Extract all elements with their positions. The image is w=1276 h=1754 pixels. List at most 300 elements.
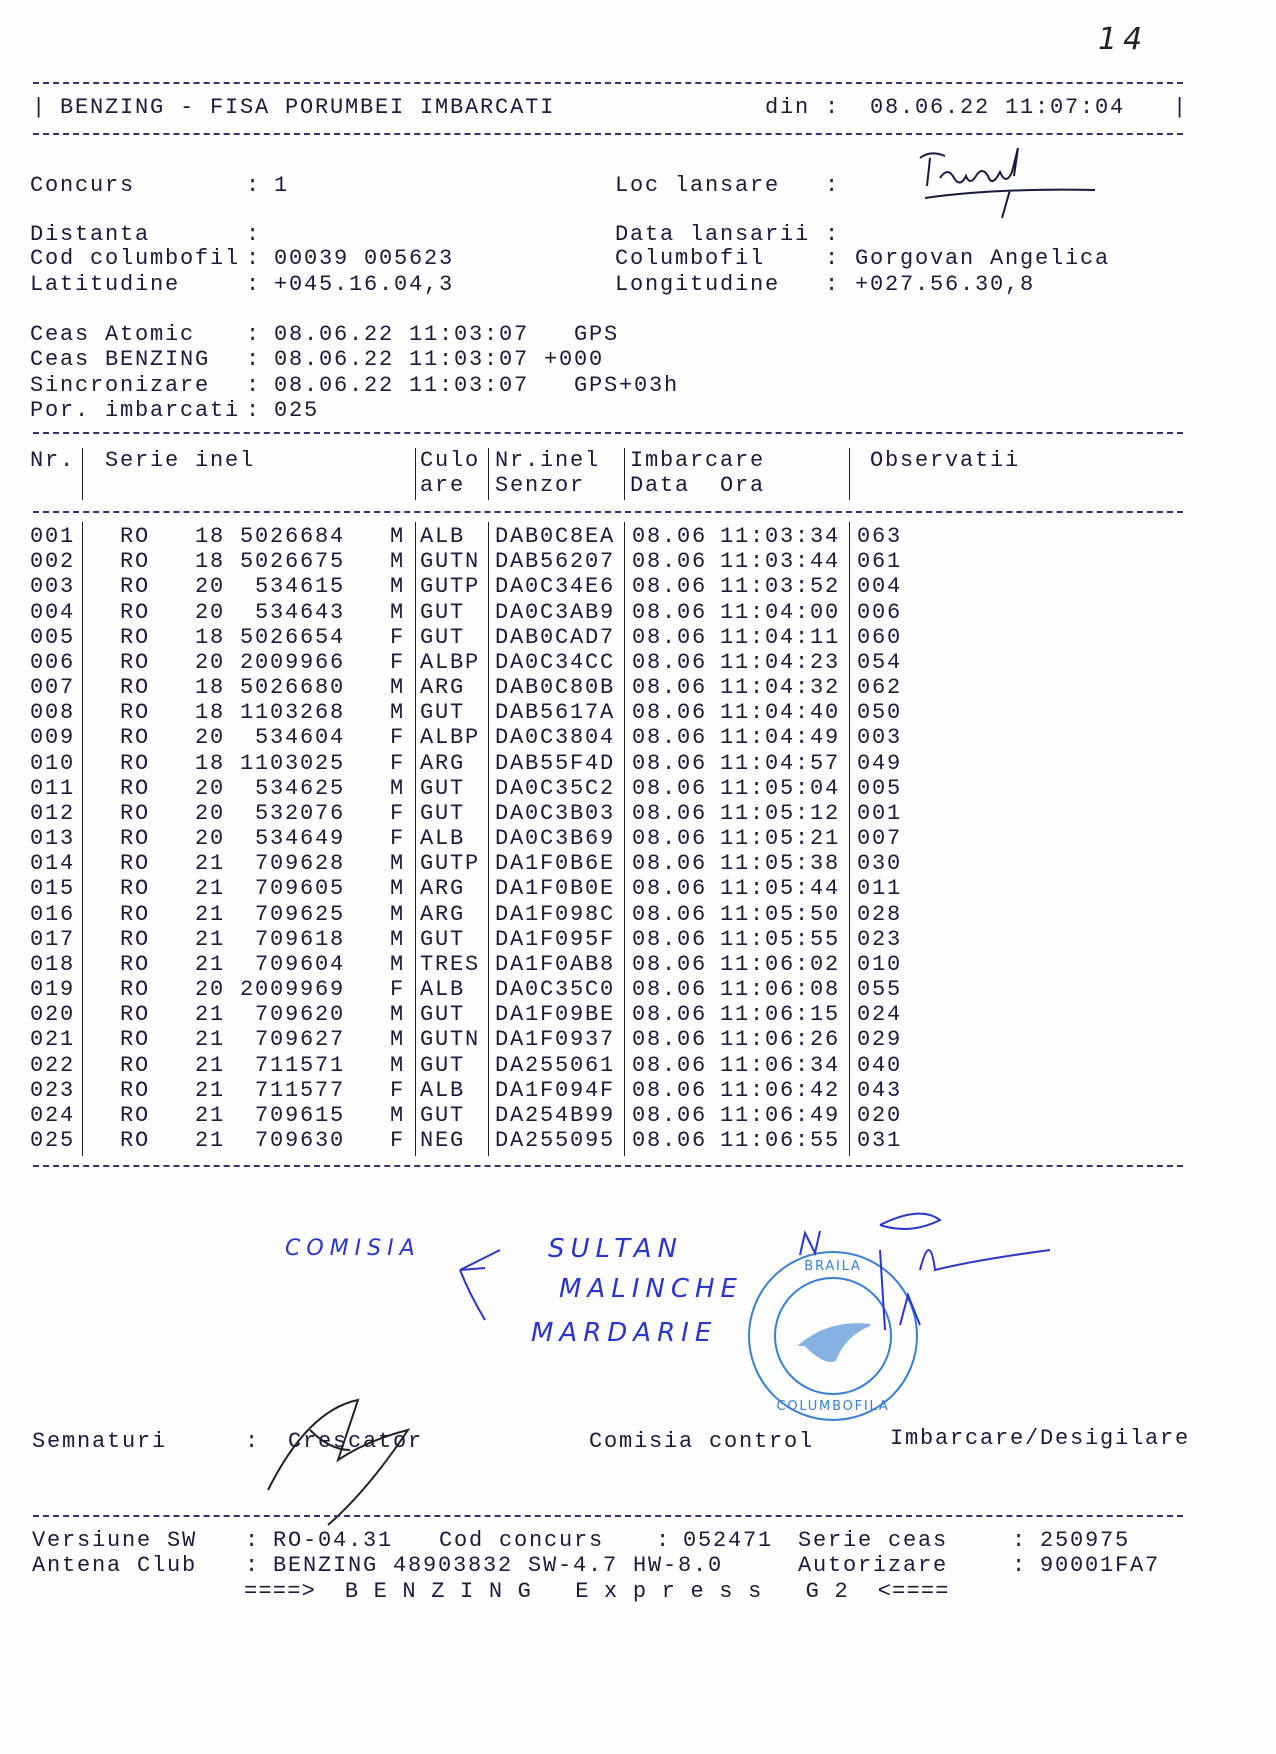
cell-country: RO	[120, 1128, 151, 1154]
cell-country: RO	[120, 599, 151, 625]
cell-ring: 534649	[254, 826, 345, 852]
cell-nr: 006	[30, 649, 76, 675]
cell-nr: 003	[30, 574, 76, 600]
cell-year: 21	[195, 1052, 226, 1078]
colon: :	[656, 1528, 672, 1553]
cell-time: 11:05:38	[720, 851, 841, 877]
cell-color: ALB	[420, 1077, 466, 1103]
cell-sex: F	[390, 1077, 406, 1103]
cell-color: GUT	[420, 1002, 466, 1028]
cell-time: 11:05:44	[720, 876, 841, 902]
crescator-label: Crescator	[288, 1429, 424, 1454]
handwritten-name-2: MALINCHE	[559, 1274, 743, 1304]
cell-ring: 709620	[254, 1002, 345, 1028]
cell-observatii: 031	[857, 1128, 903, 1154]
cell-date: 08.06	[632, 750, 708, 776]
colon: :	[1012, 1528, 1028, 1553]
cell-country: RO	[120, 750, 151, 776]
cell-observatii: 061	[857, 549, 903, 575]
cell-color: GUT	[420, 800, 466, 826]
document-title: BENZING - FISA PORUMBEI IMBARCATI	[60, 95, 556, 120]
por-imbarcati-label: Por. imbarcati	[30, 398, 241, 423]
serie-ceas-value: 250975	[1040, 1528, 1131, 1553]
col-senzor: Senzor	[495, 473, 586, 498]
cell-country: RO	[120, 524, 151, 549]
cell-sensor: DA1F0937	[495, 1027, 616, 1053]
cell-sex: M	[390, 549, 406, 575]
cell-country: RO	[120, 901, 151, 927]
cell-color: GUTN	[420, 549, 481, 575]
cell-observatii: 030	[857, 851, 903, 877]
columbofil-value: Gorgovan Angelica	[855, 246, 1111, 271]
concurs-value: 1	[274, 173, 290, 198]
cell-date: 08.06	[632, 1027, 708, 1053]
cell-date: 08.06	[632, 700, 708, 726]
cell-observatii: 023	[857, 926, 903, 952]
cell-date: 08.06	[632, 826, 708, 852]
colon: :	[825, 246, 841, 271]
cell-ring: 2009966	[240, 649, 346, 675]
cell-nr: 016	[30, 901, 76, 927]
cell-nr: 007	[30, 675, 76, 701]
cell-country: RO	[120, 1002, 151, 1028]
header-bar-right: |	[1173, 95, 1189, 120]
cell-year: 18	[195, 750, 226, 776]
cell-date: 08.06	[632, 649, 708, 675]
cell-time: 11:06:02	[720, 951, 841, 977]
cell-nr: 024	[30, 1102, 76, 1128]
cell-observatii: 055	[857, 977, 903, 1003]
loc-lansare-label: Loc lansare	[615, 173, 781, 198]
cell-ring: 709625	[254, 901, 345, 927]
cell-time: 11:04:11	[720, 624, 841, 650]
stamp	[749, 1252, 917, 1420]
cell-date: 08.06	[632, 524, 708, 549]
colon: :	[246, 347, 262, 372]
cell-time: 11:03:34	[720, 524, 841, 549]
cell-country: RO	[120, 624, 151, 650]
cell-date: 08.06	[632, 1102, 708, 1128]
cell-time: 11:06:34	[720, 1052, 841, 1078]
antena-label: Antena Club	[32, 1553, 198, 1578]
latitudine-value: +045.16.04,3	[274, 272, 455, 297]
concurs-label: Concurs	[30, 173, 136, 198]
cell-country: RO	[120, 826, 151, 852]
cell-sex: M	[390, 851, 406, 877]
cell-nr: 008	[30, 700, 76, 726]
cell-date: 08.06	[632, 1077, 708, 1103]
cell-color: ALBP	[420, 725, 481, 751]
cell-color: GUT	[420, 1102, 466, 1128]
cell-date: 08.06	[632, 926, 708, 952]
cell-sensor: DA0C34CC	[495, 649, 616, 675]
ceas-benzing-label: Ceas BENZING	[30, 347, 211, 372]
colon: :	[246, 222, 262, 247]
col-imbarcare: Imbarcare	[630, 448, 766, 473]
cell-year: 21	[195, 951, 226, 977]
cell-time: 11:04:23	[720, 649, 841, 675]
cell-observatii: 028	[857, 901, 903, 927]
cell-sensor: DAB0CAD7	[495, 624, 616, 650]
cell-country: RO	[120, 1102, 151, 1128]
distanta-label: Distanta	[30, 222, 151, 247]
cell-time: 11:05:55	[720, 926, 841, 952]
col-nr: Nr.	[30, 448, 76, 473]
col-nr-inel: Nr.inel	[495, 448, 601, 473]
cell-date: 08.06	[632, 1128, 708, 1154]
cell-color: GUT	[420, 775, 466, 801]
cell-date: 08.06	[632, 851, 708, 877]
columbofil-label: Columbofil	[615, 246, 766, 271]
cell-observatii: 007	[857, 826, 903, 852]
cell-observatii: 024	[857, 1002, 903, 1028]
cell-sensor: DA0C35C2	[495, 775, 616, 801]
cell-sensor: DAB0C8EA	[495, 524, 616, 549]
cell-time: 11:06:08	[720, 977, 841, 1003]
cell-sensor: DA0C3804	[495, 725, 616, 751]
versiune-label: Versiune SW	[32, 1528, 198, 1553]
cell-ring: 709627	[254, 1027, 345, 1053]
col-data-ora: Data Ora	[630, 473, 766, 498]
cell-observatii: 020	[857, 1102, 903, 1128]
cell-country: RO	[120, 574, 151, 600]
divider	[33, 1515, 1183, 1517]
cell-nr: 025	[30, 1128, 76, 1154]
cell-nr: 010	[30, 750, 76, 776]
cell-time: 11:06:55	[720, 1128, 841, 1154]
cell-ring: 709605	[254, 876, 345, 902]
cell-nr: 013	[30, 826, 76, 852]
cell-year: 21	[195, 1002, 226, 1028]
cell-country: RO	[120, 926, 151, 952]
cell-time: 11:04:00	[720, 599, 841, 625]
cell-sex: M	[390, 675, 406, 701]
cell-sex: M	[390, 1027, 406, 1053]
cell-nr: 001	[30, 524, 76, 549]
cell-observatii: 004	[857, 574, 903, 600]
cell-nr: 017	[30, 926, 76, 952]
cell-sex: F	[390, 725, 406, 751]
cell-time: 11:03:52	[720, 574, 841, 600]
data-lansarii-label: Data lansarii	[615, 222, 811, 247]
cell-observatii: 003	[857, 725, 903, 751]
cell-color: ALB	[420, 826, 466, 852]
cell-year: 18	[195, 549, 226, 575]
cell-year: 18	[195, 675, 226, 701]
longitudine-value: +027.56.30,8	[855, 272, 1036, 297]
colon: :	[245, 1528, 261, 1553]
cell-country: RO	[120, 549, 151, 575]
cell-color: ARG	[420, 750, 466, 776]
svg-text:BRAILA: BRAILA	[804, 1259, 862, 1274]
cell-ring: 1103268	[240, 700, 346, 726]
benzing-banner: ====> B E N Z I N G E x p r e s s G 2 <====	[244, 1579, 950, 1604]
cell-observatii: 062	[857, 675, 903, 701]
cell-time: 11:05:21	[720, 826, 841, 852]
cell-sensor: DAB56207	[495, 549, 616, 575]
cell-date: 08.06	[632, 977, 708, 1003]
cell-year: 20	[195, 977, 226, 1003]
cell-sex: M	[390, 951, 406, 977]
cell-nr: 014	[30, 851, 76, 877]
cell-country: RO	[120, 977, 151, 1003]
cell-ring: 709628	[254, 851, 345, 877]
cell-date: 08.06	[632, 599, 708, 625]
cell-time: 11:06:42	[720, 1077, 841, 1103]
cell-sex: M	[390, 1002, 406, 1028]
cell-date: 08.06	[632, 624, 708, 650]
cell-sensor: DAB0C80B	[495, 675, 616, 701]
cell-ring: 5026675	[240, 549, 346, 575]
cell-country: RO	[120, 775, 151, 801]
cell-color: NEG	[420, 1128, 466, 1154]
serie-ceas-label: Serie ceas	[798, 1528, 949, 1553]
latitudine-label: Latitudine	[30, 272, 181, 297]
cod-columbofil-value: 00039 005623	[274, 246, 455, 271]
cell-sensor: DA0C3B03	[495, 800, 616, 826]
cell-nr: 009	[30, 725, 76, 751]
cell-country: RO	[120, 876, 151, 902]
cell-nr: 020	[30, 1002, 76, 1028]
cell-time: 11:03:44	[720, 549, 841, 575]
cell-sex: F	[390, 649, 406, 675]
cell-year: 20	[195, 649, 226, 675]
cell-color: GUT	[420, 700, 466, 726]
cell-year: 21	[195, 901, 226, 927]
ceas-atomic-label: Ceas Atomic	[30, 322, 196, 347]
cell-country: RO	[120, 1077, 151, 1103]
cell-country: RO	[120, 1052, 151, 1078]
cell-ring: 709615	[254, 1102, 345, 1128]
cell-sex: F	[390, 826, 406, 852]
cell-sex: M	[390, 926, 406, 952]
cell-country: RO	[120, 649, 151, 675]
cell-color: GUT	[420, 926, 466, 952]
cell-observatii: 050	[857, 700, 903, 726]
cell-sensor: DA1F095F	[495, 926, 616, 952]
colon: :	[246, 173, 262, 198]
cell-sensor: DA255061	[495, 1052, 616, 1078]
cell-time: 11:06:15	[720, 1002, 841, 1028]
handwritten-comisia: COMISIA	[285, 1236, 421, 1261]
cell-year: 20	[195, 826, 226, 852]
cell-year: 20	[195, 574, 226, 600]
cell-observatii: 063	[857, 524, 903, 549]
header-bar-left: |	[32, 95, 48, 120]
ceas-atomic-value: 08.06.22 11:03:07 GPS	[274, 322, 620, 347]
cell-year: 20	[195, 725, 226, 751]
cell-color: GUT	[420, 1052, 466, 1078]
cell-date: 08.06	[632, 901, 708, 927]
cell-time: 11:06:26	[720, 1027, 841, 1053]
cell-sensor: DAB55F4D	[495, 750, 616, 776]
cell-country: RO	[120, 851, 151, 877]
antena-value: BENZING 48903832 SW-4.7 HW-8.0	[273, 1553, 724, 1578]
din-label: din :	[765, 95, 841, 120]
cell-year: 21	[195, 1128, 226, 1154]
cell-sensor: DA0C35C0	[495, 977, 616, 1003]
cell-year: 21	[195, 1027, 226, 1053]
cell-date: 08.06	[632, 800, 708, 826]
cell-ring: 1103025	[240, 750, 346, 776]
cell-time: 11:04:49	[720, 725, 841, 751]
cell-year: 18	[195, 700, 226, 726]
cell-ring: 534643	[254, 599, 345, 625]
cell-ring: 711577	[254, 1077, 345, 1103]
col-serie-inel: Serie inel	[105, 448, 256, 473]
cell-observatii: 040	[857, 1052, 903, 1078]
cell-observatii: 006	[857, 599, 903, 625]
cell-ring: 711571	[254, 1052, 345, 1078]
cell-ring: 709630	[254, 1128, 345, 1154]
cell-nr: 019	[30, 977, 76, 1003]
comisia-control-label: Comisia control	[589, 1429, 815, 1454]
autorizare-value: 90001FA7	[1040, 1553, 1161, 1578]
cell-year: 18	[195, 624, 226, 650]
cell-observatii: 005	[857, 775, 903, 801]
cell-sensor: DAB5617A	[495, 700, 616, 726]
cell-nr: 011	[30, 775, 76, 801]
cell-nr: 015	[30, 876, 76, 902]
cell-sex: M	[390, 524, 406, 549]
cell-sex: M	[390, 1052, 406, 1078]
cell-nr: 012	[30, 800, 76, 826]
cell-ring: 532076	[254, 800, 345, 826]
cell-time: 11:05:04	[720, 775, 841, 801]
versiune-value: RO-04.31	[273, 1528, 394, 1553]
cell-sex: F	[390, 1128, 406, 1154]
cell-time: 11:05:12	[720, 800, 841, 826]
handwritten-name-1: SULTAN	[548, 1234, 683, 1264]
colon: :	[1012, 1553, 1028, 1578]
cell-year: 21	[195, 1077, 226, 1103]
colon: :	[246, 398, 262, 423]
svg-text:COLUMBOFILA: COLUMBOFILA	[776, 1399, 890, 1414]
cell-color: TRES	[420, 951, 481, 977]
cell-observatii: 010	[857, 951, 903, 977]
cell-country: RO	[120, 725, 151, 751]
cell-sex: M	[390, 901, 406, 927]
cell-sensor: DA0C3AB9	[495, 599, 616, 625]
cell-color: ALB	[420, 524, 466, 549]
cell-observatii: 043	[857, 1077, 903, 1103]
cell-ring: 2009969	[240, 977, 346, 1003]
cell-nr: 023	[30, 1077, 76, 1103]
cod-concurs-value: 052471	[683, 1528, 774, 1553]
cell-date: 08.06	[632, 574, 708, 600]
por-imbarcati-value: 025	[274, 398, 320, 423]
cell-sensor: DA1F0AB8	[495, 951, 616, 977]
ceas-benzing-value: 08.06.22 11:03:07 +000	[274, 347, 605, 372]
cell-time: 11:05:50	[720, 901, 841, 927]
cell-color: ALBP	[420, 649, 481, 675]
col-culoare: Culo	[420, 448, 481, 473]
colon: :	[246, 373, 262, 398]
sincronizare-label: Sincronizare	[30, 373, 211, 398]
cell-time: 11:04:40	[720, 700, 841, 726]
cell-color: GUT	[420, 599, 466, 625]
cell-color: ARG	[420, 901, 466, 927]
cell-year: 18	[195, 524, 226, 549]
cell-sensor: DA254B99	[495, 1102, 616, 1128]
cell-date: 08.06	[632, 775, 708, 801]
cell-observatii: 011	[857, 876, 903, 902]
cell-ring: 5026654	[240, 624, 346, 650]
crescator-signature	[268, 1400, 408, 1525]
loc-lansare-handwriting	[920, 148, 1095, 218]
colon: :	[825, 272, 841, 297]
cell-nr: 002	[30, 549, 76, 575]
cell-year: 20	[195, 775, 226, 801]
cell-year: 21	[195, 1102, 226, 1128]
colon: :	[245, 1553, 261, 1578]
cell-year: 21	[195, 851, 226, 877]
cell-time: 11:04:32	[720, 675, 841, 701]
cell-date: 08.06	[632, 951, 708, 977]
colon: :	[245, 1429, 261, 1454]
cell-color: GUTP	[420, 851, 481, 877]
cell-color: GUTP	[420, 574, 481, 600]
cell-ring: 534615	[254, 574, 345, 600]
cell-sex: M	[390, 599, 406, 625]
cell-ring: 534604	[254, 725, 345, 751]
sincronizare-value: 08.06.22 11:03:07 GPS+03h	[274, 373, 680, 398]
cell-nr: 004	[30, 599, 76, 625]
cell-sensor: DA255095	[495, 1128, 616, 1154]
cell-sensor: DA1F09BE	[495, 1002, 616, 1028]
colon: :	[825, 173, 841, 198]
cell-color: ARG	[420, 876, 466, 902]
cell-ring: 709604	[254, 951, 345, 977]
cell-date: 08.06	[632, 675, 708, 701]
cell-year: 20	[195, 800, 226, 826]
cell-observatii: 060	[857, 624, 903, 650]
cell-time: 11:06:49	[720, 1102, 841, 1128]
cell-sex: M	[390, 1102, 406, 1128]
cell-color: ARG	[420, 675, 466, 701]
cell-sex: M	[390, 574, 406, 600]
cell-color: GUTN	[420, 1027, 481, 1053]
page-number: 14	[1098, 22, 1149, 57]
cell-year: 21	[195, 876, 226, 902]
autorizare-label: Autorizare	[798, 1553, 949, 1578]
cell-color: GUT	[420, 624, 466, 650]
cell-sensor: DA1F0B0E	[495, 876, 616, 902]
cell-time: 11:04:57	[720, 750, 841, 776]
cell-date: 08.06	[632, 1052, 708, 1078]
cell-nr: 018	[30, 951, 76, 977]
cell-sex: F	[390, 624, 406, 650]
cell-observatii: 029	[857, 1027, 903, 1053]
semnaturi-label: Semnaturi	[32, 1429, 168, 1454]
cell-ring: 534625	[254, 775, 345, 801]
cell-sensor: DA1F094F	[495, 1077, 616, 1103]
colon: :	[825, 222, 841, 247]
cell-year: 20	[195, 599, 226, 625]
cell-sex: F	[390, 800, 406, 826]
cell-sex: M	[390, 876, 406, 902]
longitudine-label: Longitudine	[615, 272, 781, 297]
cell-ring: 5026684	[240, 524, 346, 549]
cell-sensor: DA1F098C	[495, 901, 616, 927]
col-culoare-2: are	[420, 473, 466, 498]
cell-sensor: DA0C34E6	[495, 574, 616, 600]
cell-country: RO	[120, 675, 151, 701]
colon: :	[246, 322, 262, 347]
cell-country: RO	[120, 1027, 151, 1053]
cell-sex: F	[390, 977, 406, 1003]
cell-sex: M	[390, 700, 406, 726]
